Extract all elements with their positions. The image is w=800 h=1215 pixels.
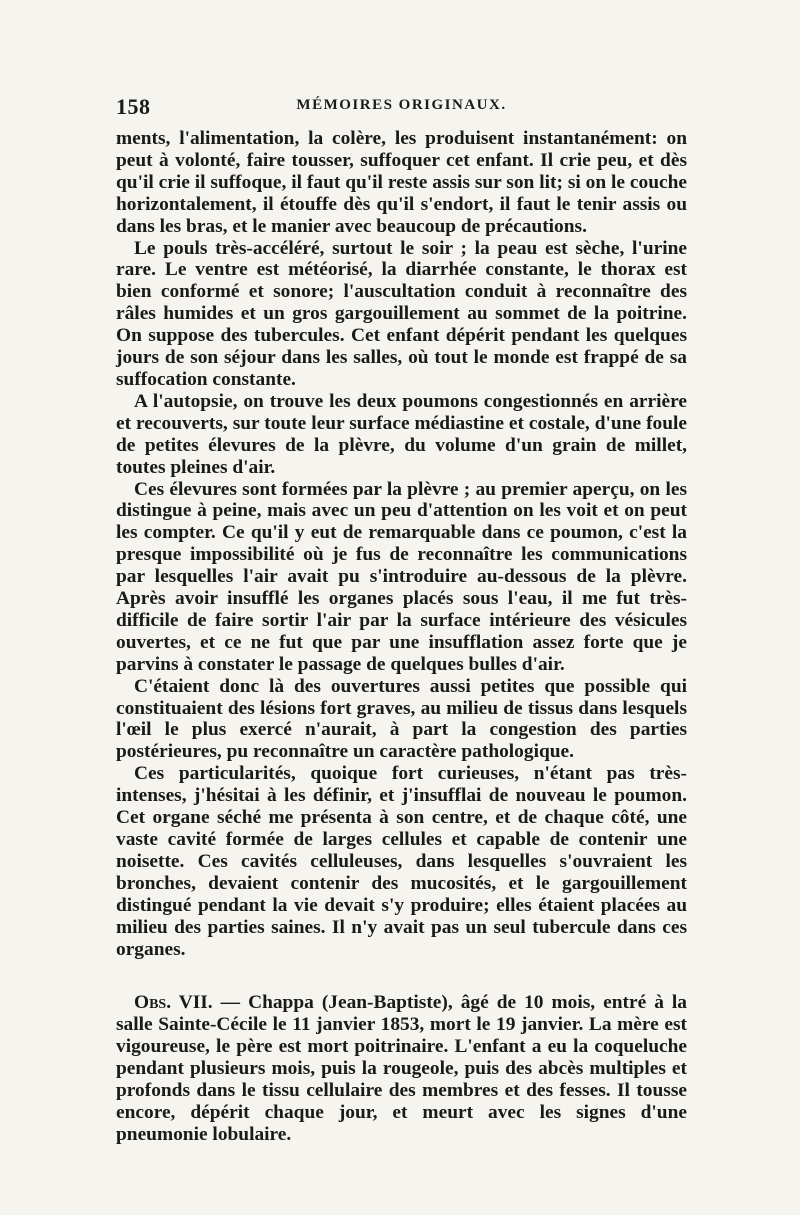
paragraph: A l'autopsie, on trouve les deux poumons congestionnés en arrière et recouverts, sur toute leur surface médiastine et costale, d'une foule de petites élevures de la plèvre, du volume d'un grain de millet, toutes pleines d'air. <box>116 390 687 478</box>
body-text <box>116 128 687 1146</box>
observation-text: — Chappa (Jean-Baptiste), âgé de 10 mois, entré à la salle Sainte-Cécile le 11 janvier 1853, mort le 19 janvier. La mère est vigoureuse, le père est mort poitrinaire. L'enfant a eu la coqueluche pendant plusieurs mois, puis la rougeole, puis des abcès multiples et profonds dans le tissu cellulaire des membres et des fesses. Il tousse encore, dépérit chaque jour, et meurt avec les signes d'une pneumonie lobulaire. <box>116 992 687 1145</box>
page-header <box>116 94 687 124</box>
observation-paragraph <box>116 992 687 1145</box>
paragraph: Le pouls très-accéléré, surtout le soir ; la peau est sèche, l'urine rare. Le ventre est météorisé, la diarrhée constante, le thorax est bien conformé et sonore; l'auscultation conduit à reconnaître des râles humides et un gros gargouillement au sommet de la poitrine. On suppose des tubercules. Cet enfant dépérit pendant les quelques jours de son séjour dans les salles, où tout le monde est frappé de sa suffocation constante. <box>116 237 687 390</box>
paragraph-continuation: ments, l'alimentation, la colère, les produisent instantanément: on peut à volonté, faire tousser, suffoquer cet enfant. Il crie peu, et dès qu'il crie il suffoque, il faut qu'il reste assis sur son lit; si on le couche horizontalement, il étouffe dès qu'il s'endort, il faut le tenir assis ou dans les bras, et le manier avec beaucoup de précautions. <box>116 128 687 237</box>
paragraph: Ces particularités, quoique fort curieuses, n'étant pas très-intenses, j'hésitai à les définir, et j'insufflai de nouveau le poumon. Cet organe séché me présenta à son centre, et de chaque côté, une vaste cavité formée de larges cellules et capable de contenir une noisette. Ces cavités celluleuses, dans lesquelles s'ouvraient les bronches, devaient contenir des mucosités, et le gargouillement distingué pendant la vie devait s'y produire; elles étaient placées au milieu des parties saines. Il n'y avait pas un seul tubercule dans ces organes. <box>116 763 687 960</box>
section-gap <box>116 960 687 992</box>
running-head: MÉMOIRES ORIGINAUX. <box>296 97 507 113</box>
page-number: 158 <box>116 94 151 119</box>
paragraph: Ces élevures sont formées par la plèvre ; au premier aperçu, on les distingue à peine, mais avec un peu d'attention on les voit et on peut les compter. Ce qu'il y eut de remarquable dans ce poumon, c'est la presque impossibilité où je fus de reconnaître les communications par lesquelles l'air avait pu s'introduire au-dessous de la plèvre. Après avoir insufflé les organes placés sous l'eau, il me fut très-difficile de faire sortir l'air par la surface intérieure des vésicules ouvertes, et ce ne fut que par une insufflation assez forte que je parvins à constater le passage de quelques bulles d'air. <box>116 478 687 675</box>
paragraph: C'étaient donc là des ouvertures aussi petites que possible qui constituaient des lésions fort graves, au milieu de tissus dans lesquels l'œil le plus exercé n'aurait, à part la congestion des parties postérieures, pu reconnaître un caractère pathologique. <box>116 675 687 763</box>
observation-label: Obs. VII. <box>134 992 213 1014</box>
